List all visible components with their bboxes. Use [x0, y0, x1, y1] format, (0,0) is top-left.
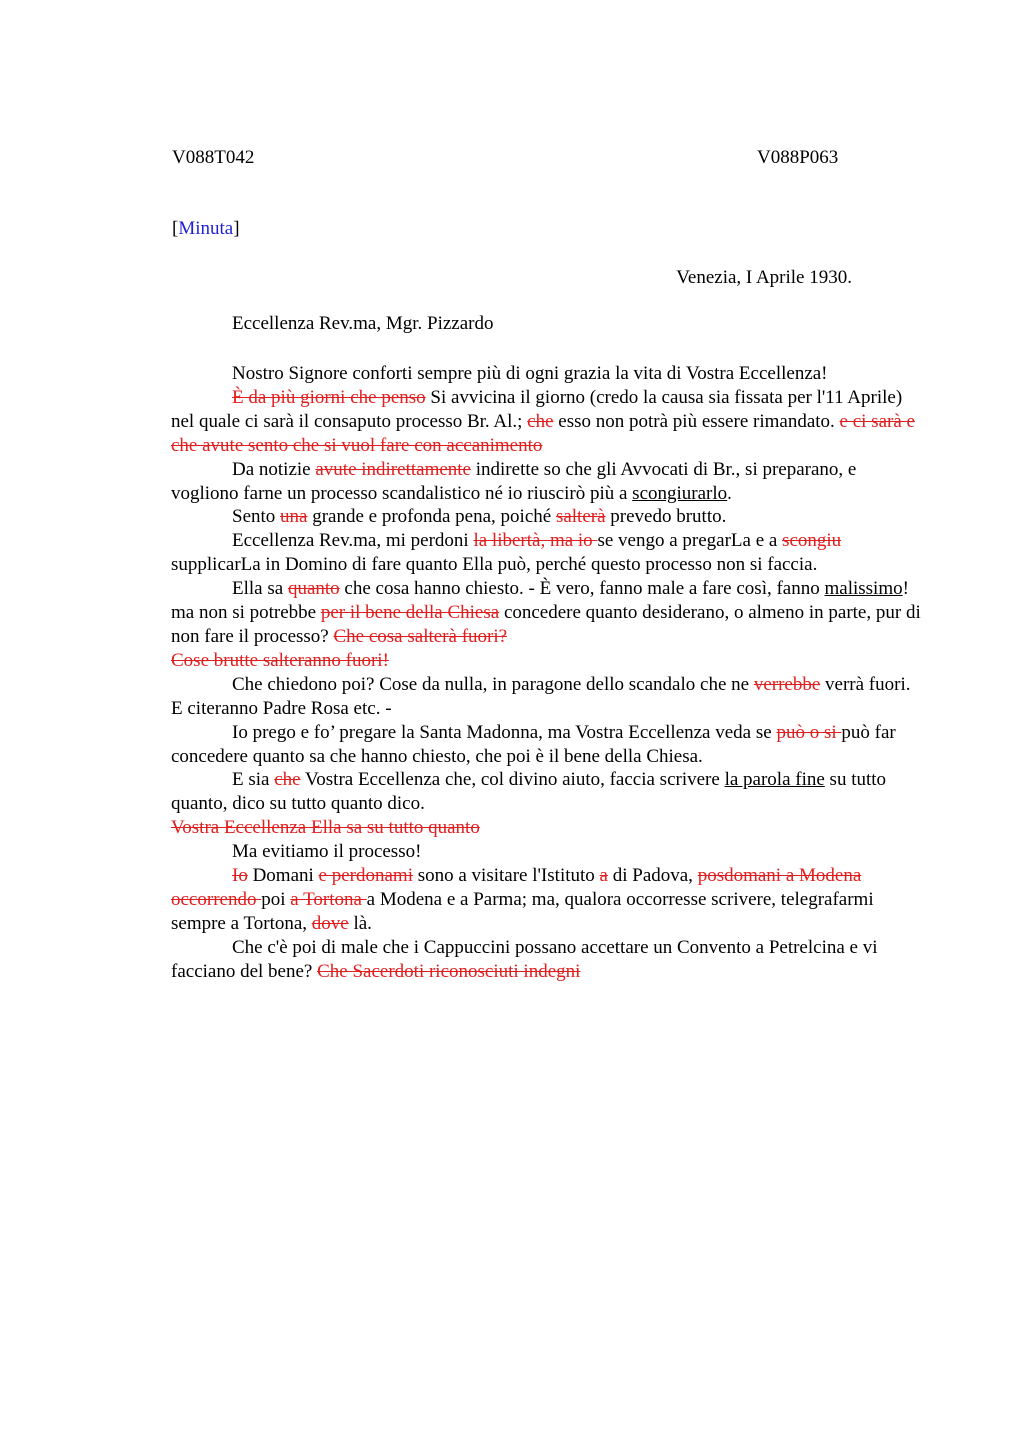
- text-segment: supplicarLa in Domino di fare quanto Ella può, perché questo processo non si faccia.: [171, 554, 818, 576]
- text-segment: Si avvicina il giorno (credo la causa sia fissata per l'11 Aprile) nel quale ci sarà il consaputo processo Br. Al.;: [171, 386, 903, 432]
- body-paragraph: [171, 721, 921, 769]
- deleted-text: e ci sarà e che avute sento che si vuol fare con accanimento: [171, 410, 915, 456]
- underlined-text: scongiurarlo: [632, 482, 728, 504]
- text-segment: se vengo a pregarLa e a: [597, 530, 783, 552]
- text-segment: concedere quanto desiderano, o almeno in parte, pur di non fare il processo?: [171, 602, 921, 647]
- deleted-text: Che Sacerdoti riconosciuti indegni: [317, 960, 581, 982]
- body-paragraph: [171, 362, 921, 386]
- letter-body: [171, 362, 921, 984]
- document-code-left: V088T042: [172, 147, 255, 168]
- text-segment: Nostro Signore conforti sempre più di ogni grazia la vita di Vostra Eccellenza!: [232, 363, 828, 384]
- deleted-text: a Tortona: [290, 888, 367, 910]
- text-segment: di Padova,: [607, 865, 698, 887]
- text-segment: grande e profonda pena, poiché: [307, 506, 556, 528]
- text-segment: là.: [348, 912, 372, 934]
- deleted-text: Io: [232, 865, 248, 887]
- deleted-text: quanto: [287, 578, 340, 600]
- text-segment: Che chiedono poi? Cose da nulla, in paragone dello scandalo che ne: [232, 673, 754, 695]
- label-minuta: Minuta: [178, 218, 234, 239]
- body-paragraph: [171, 864, 921, 936]
- label-bracket-close: ]: [233, 218, 240, 239]
- text-segment: verrà fuori. E citeranno Padre Rosa etc. -: [171, 673, 911, 719]
- text-segment: Eccellenza Rev.ma, mi perdoni: [232, 530, 474, 552]
- body-paragraph: [171, 768, 921, 816]
- underlined-text: malissimo: [824, 578, 903, 600]
- deleted-text: dove: [311, 912, 349, 934]
- body-paragraph: [171, 386, 921, 458]
- label-bracket-open: [: [172, 218, 179, 239]
- underlined-text: la parola fine: [724, 769, 825, 791]
- text-segment: poi: [261, 888, 291, 910]
- text-segment: Che c'è poi di male che i Cappuccini possano accettare un Convento a Petrelcina e vi facciano del bene?: [171, 936, 878, 982]
- body-paragraph: [171, 840, 921, 864]
- salutation: Eccellenza Rev.ma, Mgr. Pizzardo: [232, 313, 494, 334]
- deleted-text: Vostra Eccellenza Ella sa su tutto quanto: [171, 817, 480, 839]
- text-segment: Da notizie: [232, 458, 316, 480]
- text-segment: .: [727, 482, 732, 504]
- deleted-text: può o si: [776, 721, 842, 743]
- text-segment: su tutto quanto, dico su tutto quanto dico.: [171, 769, 887, 815]
- deleted-text: Cose brutte salteranno fuori!: [171, 649, 389, 671]
- body-paragraph: [171, 816, 921, 840]
- deleted-text: salterà: [555, 506, 606, 528]
- editorial-label: [172, 218, 240, 240]
- body-paragraph: [171, 458, 921, 506]
- text-segment: sono a visitare l'Istituto: [412, 865, 600, 887]
- text-segment: Vostra Eccellenza che, col divino aiuto, faccia scrivere: [300, 769, 725, 791]
- document-code-right: V088P063: [757, 147, 839, 168]
- body-paragraph: [171, 529, 921, 577]
- body-paragraph: [171, 936, 921, 984]
- deleted-text: scongiu: [782, 530, 842, 552]
- text-segment: Ma evitiamo il processo!: [232, 841, 422, 863]
- text-segment: Sento: [232, 506, 281, 528]
- body-paragraph: [171, 649, 921, 673]
- place-date: Venezia, I Aprile 1930.: [676, 267, 852, 288]
- deleted-text: È da più giorni che penso: [232, 386, 426, 408]
- text-segment: ! ma non si potrebbe: [171, 578, 909, 624]
- text-segment: indirette so che gli Avvocati di Br., si preparano, e vogliono farne un processo scandalistico né io riuscirò più a: [171, 458, 857, 504]
- body-paragraph: [171, 505, 921, 529]
- text-segment: E sia: [232, 769, 275, 791]
- deleted-text: la libertà, ma io: [473, 530, 598, 552]
- text-segment: esso non potrà più essere rimandato.: [553, 410, 840, 432]
- text-segment: Io prego e fo’ pregare la Santa Madonna, ma Vostra Eccellenza veda se: [232, 721, 777, 743]
- deleted-text: per il bene della Chiesa: [320, 602, 500, 624]
- text-segment: prevedo brutto.: [605, 506, 727, 528]
- body-paragraph: [171, 673, 921, 721]
- body-paragraph: [171, 577, 921, 649]
- deleted-text: a: [599, 865, 608, 887]
- deleted-text: Che cosa salterà fuori?: [333, 625, 508, 647]
- deleted-text: che: [527, 410, 554, 432]
- deleted-text: verrebbe: [753, 673, 821, 695]
- text-segment: Ella sa: [232, 578, 288, 600]
- deleted-text: e perdonami: [318, 865, 413, 887]
- deleted-text: posdomani a Modena occorrendo: [171, 865, 862, 910]
- text-segment: che cosa hanno chiesto. - È vero, fanno male a fare così, fanno: [339, 578, 825, 600]
- deleted-text: che: [274, 769, 301, 791]
- text-segment: a Modena e a Parma; ma, qualora occorresse scrivere, telegrafarmi sempre a Tortona,: [171, 888, 874, 934]
- deleted-text: avute indirettamente: [315, 458, 471, 480]
- deleted-text: una: [280, 506, 308, 528]
- text-segment: può far concedere quanto sa che hanno chiesto, che poi è il bene della Chiesa.: [171, 721, 896, 767]
- text-segment: Domani: [247, 865, 319, 887]
